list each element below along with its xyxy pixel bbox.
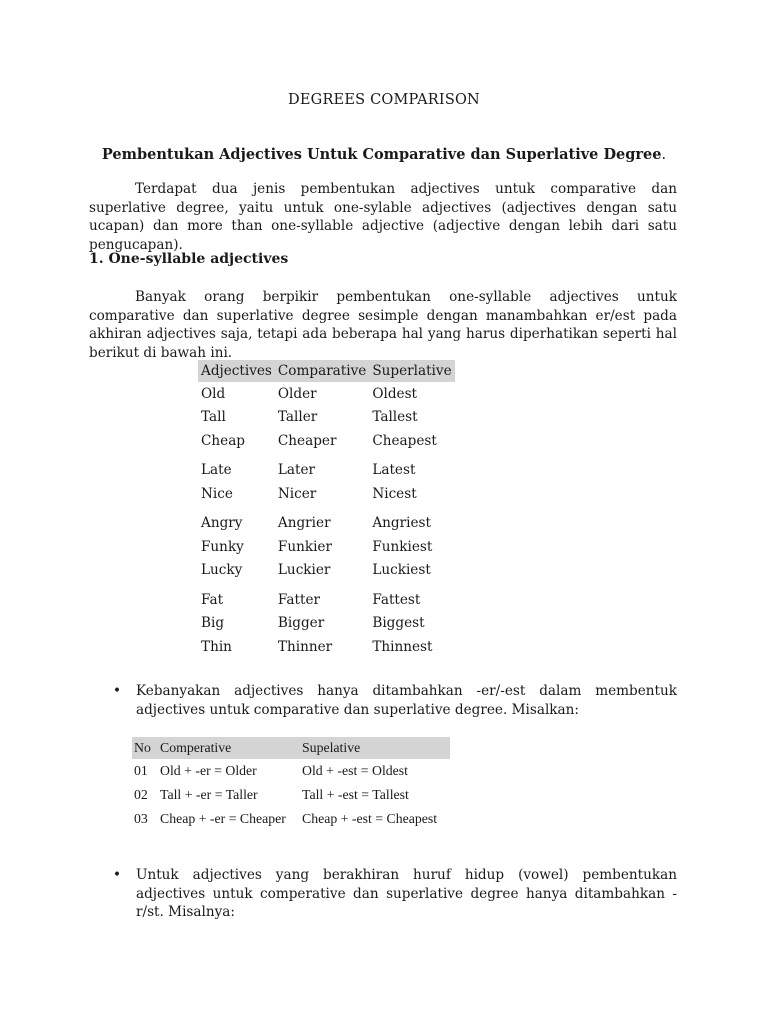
section-paragraph: Banyak orang berpikir pembentukan one-syllable adjectives untuk comparative dan superlative degree sesimple dengan manambahkan er/est pada akhiran adjectives saja, tetapi ada beberapa hal yang harus diperhatikan seperti hal berikut di bawah ini. [89, 289, 677, 361]
table-cell: Thinnest [372, 638, 433, 655]
table-cell: Cheap [201, 432, 246, 449]
table-cell: Tallest [372, 409, 418, 426]
table-cell: Fattest [372, 591, 421, 608]
adjective-table [198, 360, 455, 659]
table-cell: Biggest [372, 615, 425, 632]
example-table [132, 737, 450, 831]
table-cell: Angriest [372, 515, 431, 532]
table-row [198, 612, 455, 636]
table-cell: Nice [201, 485, 233, 502]
table-cell: Old [201, 385, 226, 402]
table-cell: Old + -er = Older [160, 763, 257, 778]
table-cell: Fat [201, 591, 224, 608]
table-cell: Big [201, 615, 225, 632]
table-cell: Old + -est = Oldest [302, 763, 408, 778]
table-row [198, 482, 455, 506]
bullet-marker: • [113, 867, 122, 883]
column-header: Adjectives [198, 360, 275, 382]
table-row [198, 559, 455, 583]
table-cell: Thinner [277, 638, 333, 655]
section-heading: 1. One-syllable adjectives [89, 251, 289, 267]
bullet-text: Untuk adjectives yang berakhiran huruf hidup (vowel) pembentukan adjectives untuk comperative dan superlative degree hanya ditambahkan -r/st. Misalnya: [136, 867, 677, 920]
table-cell: Nicest [372, 485, 417, 502]
intro-paragraph: Terdapat dua jenis pembentukan adjectives untuk comparative dan superlative degree, yaitu untuk one-sylable adjectives (adjectives dengan satu ucapan) dan more than one-syllable adjective (adjective dengan lebih dari satu pengucapan). [89, 181, 677, 253]
bullet-marker: • [113, 683, 122, 699]
subtitle-period: . [661, 147, 667, 163]
table-cell: Luckiest [372, 562, 431, 579]
document-subtitle [0, 146, 768, 163]
table-cell: Luckier [277, 562, 331, 579]
table-row [198, 453, 455, 483]
table-cell: Late [201, 462, 232, 479]
table-cell: Fatter [277, 591, 320, 608]
column-header: Comperative [158, 737, 300, 759]
table-cell: Funkier [277, 538, 332, 555]
table-cell: Cheapest [372, 432, 437, 449]
bullet-text: Kebanyakan adjectives hanya ditambahkan -er/-est dalam membentuk adjectives untuk comparative dan superlative degree. Misalkan: [136, 683, 677, 718]
table-cell: Thin [201, 638, 232, 655]
table-cell: Latest [372, 462, 416, 479]
table-cell: Nicer [277, 485, 317, 502]
column-header: Comparative [275, 360, 369, 382]
table-cell: Bigger [277, 615, 325, 632]
table-row [198, 406, 455, 430]
table-cell: Cheaper [277, 432, 337, 449]
table-cell: Later [277, 462, 316, 479]
column-header: Supelative [300, 737, 450, 759]
table-cell: Funkiest [372, 538, 433, 555]
table-cell: 03 [134, 811, 148, 826]
table-cell: Oldest [372, 385, 418, 402]
table-cell: Cheap + -er = Cheaper [160, 811, 286, 826]
table-row [132, 783, 450, 807]
table-cell: Taller [277, 409, 318, 426]
table-header-row [198, 360, 455, 382]
table-row [132, 807, 450, 831]
subtitle-text: Pembentukan Adjectives Untuk Comparative dan Superlative Degree [101, 146, 662, 163]
table-row [198, 535, 455, 559]
table-cell: Funky [201, 538, 244, 555]
table-row [198, 506, 455, 536]
table-row [198, 429, 455, 453]
table-cell: Angry [201, 515, 243, 532]
table-cell: Angrier [277, 515, 331, 532]
document-title: DEGREES COMPARISON [288, 92, 480, 108]
table-row [198, 582, 455, 612]
table-row [198, 382, 455, 406]
table-row [132, 759, 450, 783]
table-cell: 02 [134, 787, 148, 802]
table-header-row [132, 737, 450, 759]
table-cell: Tall + -er = Taller [160, 787, 258, 802]
table-cell: Cheap + -est = Cheapest [302, 811, 438, 826]
table-cell: Tall [201, 409, 226, 426]
column-header: No [132, 737, 158, 759]
table-cell: Tall + -est = Tallest [302, 787, 409, 802]
table-cell: Lucky [201, 562, 243, 579]
column-header: Superlative [369, 360, 454, 382]
table-cell: 01 [134, 763, 148, 778]
table-row [198, 635, 455, 659]
table-cell: Older [277, 385, 317, 402]
